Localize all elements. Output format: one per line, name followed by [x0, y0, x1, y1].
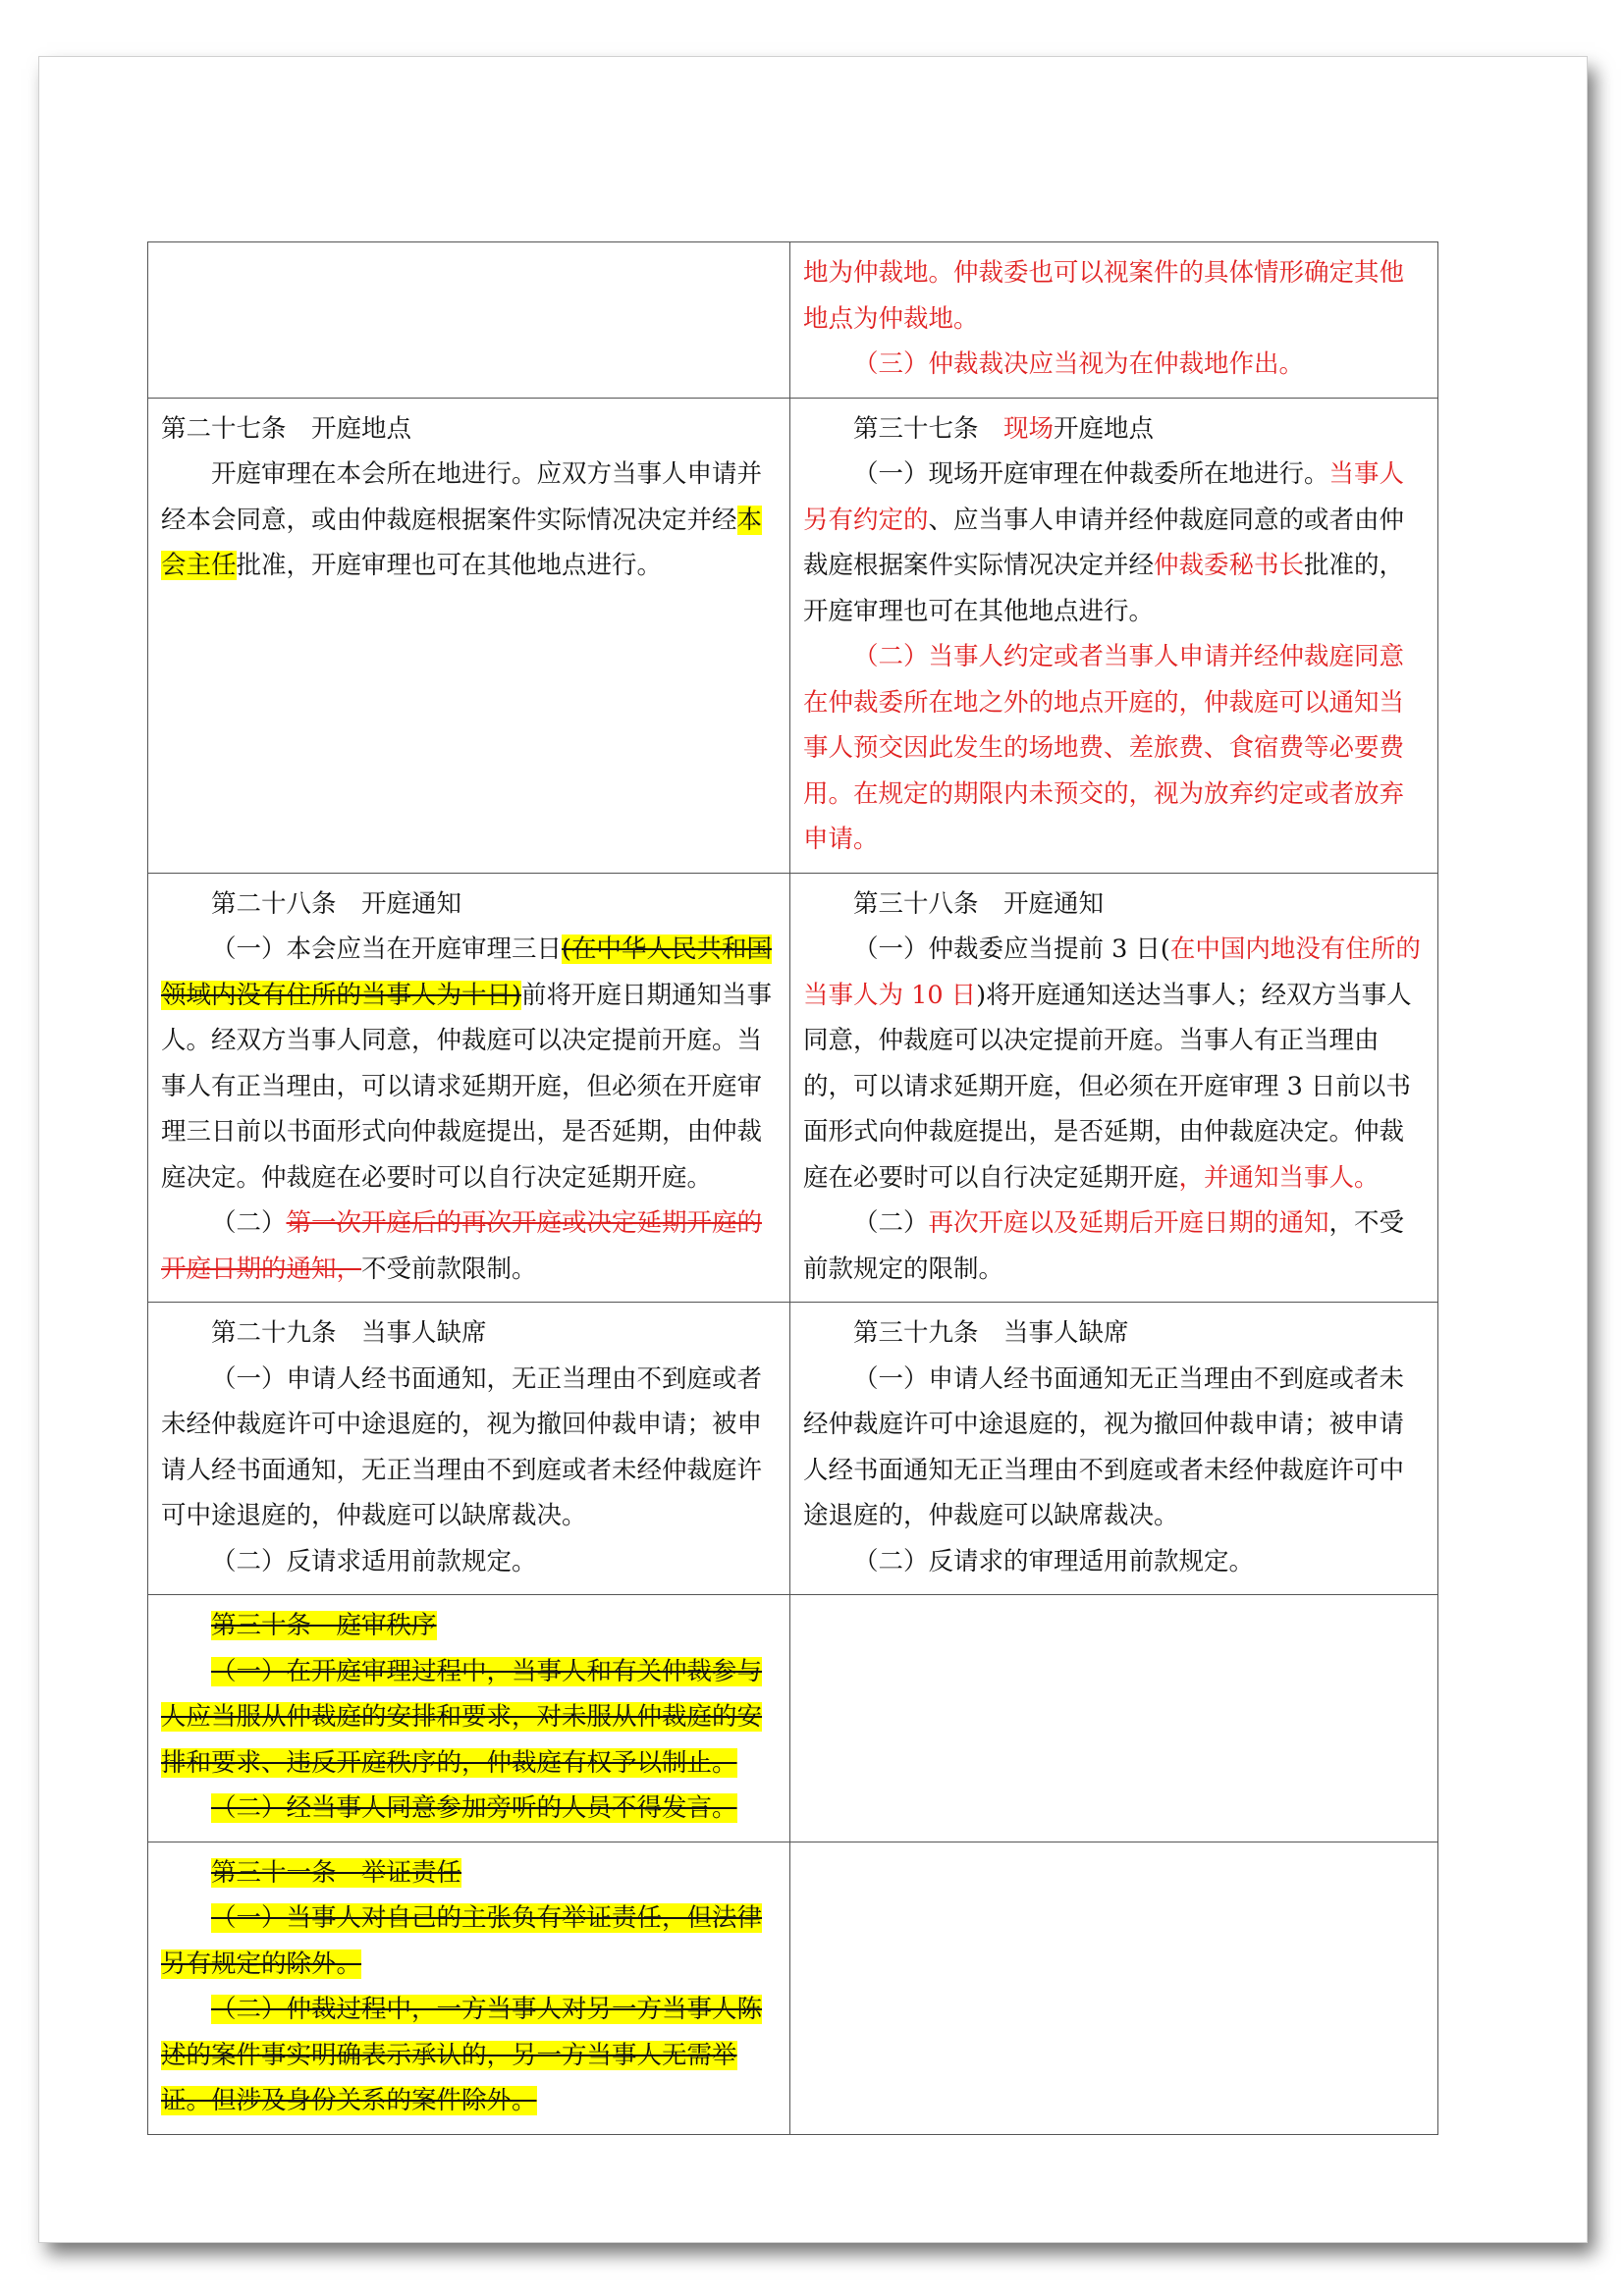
- clause-text: （二）反请求适用前款规定。: [211, 1546, 537, 1576]
- amended-text: （三）仲裁裁决应当视为在仲裁地作出。: [853, 349, 1305, 379]
- comparison-table-body: [148, 242, 1438, 2135]
- amended-text: 当事人另有约定的: [803, 459, 1405, 535]
- amended-text: 现场: [1003, 413, 1055, 444]
- clause-text: ，不受前款规定的限制。: [803, 1208, 1405, 1284]
- clause-paragraph: [161, 406, 777, 453]
- amended-text: 地为仲裁地。仲裁委也可以视案件的具体情形确定其他地点为仲裁地。: [803, 258, 1405, 334]
- table-row: [148, 873, 1438, 1303]
- clause-paragraph: [161, 927, 777, 1201]
- deleted-text: （一）当事人对自己的主张负有举证责任，但法律另有规定的除外。: [161, 1903, 763, 1979]
- old-rule-cell: [148, 398, 790, 873]
- clause-paragraph: [161, 1850, 777, 1896]
- clause-paragraph: [803, 342, 1425, 388]
- clause-text: 批准，开庭审理也可在其他地点进行。: [236, 551, 663, 580]
- table-row: [148, 1303, 1438, 1595]
- clause-paragraph: [161, 1896, 777, 1987]
- clause-paragraph: [803, 1539, 1425, 1585]
- clause-text: 第二十七条 开庭地点: [161, 413, 412, 444]
- table-row: [148, 398, 1438, 873]
- clause-paragraph: [803, 881, 1425, 928]
- deleted-text: （一）在开庭审理过程中，当事人和有关仲裁参与人应当服从仲裁庭的安排和要求，对未服从仲裁庭的安排和要求、违反开庭秩序的，仲裁庭有权予以制止。: [161, 1656, 763, 1778]
- clause-paragraph: [803, 1201, 1425, 1292]
- deleted-text: （二）经当事人同意参加旁听的人员不得发言。: [211, 1793, 737, 1823]
- clause-text: 第三十八条 开庭通知: [853, 888, 1105, 919]
- clause-paragraph: [161, 1786, 777, 1832]
- table-row: [148, 242, 1438, 399]
- deleted-text: 第三十条 庭审秩序: [211, 1611, 437, 1640]
- deleted-text: (在中华人民共和国领域内没有住所的当事人为十日): [161, 934, 772, 1010]
- clause-paragraph: [161, 1649, 777, 1787]
- clause-paragraph: [161, 452, 777, 589]
- clause-text: 第二十九条 当事人缺席: [211, 1318, 487, 1348]
- clause-paragraph: [803, 452, 1425, 634]
- clause-paragraph: [161, 1357, 777, 1539]
- amended-text: （二）当事人约定或者当事人申请并经仲裁庭同意在仲裁委所在地之外的地点开庭的，仲裁庭可以通知当事人预交因此发生的场地费、差旅费、食宿费等必要费用。在规定的期限内未预交的，视为放弃约定或者放弃申请。: [803, 642, 1405, 854]
- clause-paragraph: [803, 406, 1425, 453]
- new-rule-cell: [790, 242, 1438, 399]
- clause-paragraph: [161, 881, 777, 928]
- clause-paragraph: [803, 1357, 1425, 1539]
- clause-text: )将开庭通知送达当事人；经双方当事人同意，仲裁庭可以决定提前开庭。当事人有正当理由的，可以请求延期开庭，但必须在开庭审理 3 日前以书面形式向仲裁庭提出，是否延期，由仲裁庭决定。仲裁庭在必要时可以自行决定延期开庭: [803, 980, 1412, 1193]
- clause-text: 不受前款限制。: [361, 1254, 537, 1284]
- clause-text: 第二十八条 开庭通知: [211, 888, 462, 919]
- clause-text: （一）申请人经书面通知无正当理由不到庭或者未经仲裁庭许可中途退庭的，视为撤回仲裁申请；被申请人经书面通知无正当理由不到庭或者未经仲裁庭许可中途退庭的，仲裁庭可以缺席裁决。: [803, 1363, 1405, 1530]
- clause-paragraph: [161, 1603, 777, 1649]
- clause-paragraph: [161, 1201, 777, 1292]
- deleted-text: 第三十一条 举证责任: [211, 1857, 462, 1888]
- new-rule-cell: [790, 398, 1438, 873]
- deleted-text: 第一次开庭后的再次开庭或决定延期开庭的开庭日期的通知，: [161, 1208, 763, 1284]
- deleted-text: （二）仲裁过程中，一方当事人对另一方当事人陈述的案件事实明确表示承认的，另一方当事人无需举证。但涉及身份关系的案件除外。: [161, 1995, 763, 2115]
- amended-text: 仲裁委秘书长: [1154, 551, 1305, 580]
- new-rule-cell: [790, 1595, 1438, 1842]
- clause-text: 开庭审理在本会所在地进行。应双方当事人申请并经本会同意，或由仲裁庭根据案件实际情况决定并经: [161, 459, 763, 535]
- clause-paragraph: [803, 634, 1425, 863]
- clause-text: （二）反请求的审理适用前款规定。: [853, 1546, 1255, 1576]
- clause-text: 本会主任: [161, 505, 763, 580]
- clause-text: （一）仲裁委应当提前 3 日(: [853, 934, 1170, 964]
- amended-text: 再次开庭以及延期后开庭日期的通知: [928, 1208, 1329, 1238]
- old-rule-cell: [148, 1842, 790, 2134]
- old-rule-cell: [148, 1595, 790, 1842]
- old-rule-cell: [148, 1303, 790, 1595]
- new-rule-cell: [790, 1303, 1438, 1595]
- clause-text: （二）: [211, 1208, 287, 1238]
- clause-text: 第三十七条: [853, 413, 1004, 444]
- clause-text: （一）本会应当在开庭审理三日: [211, 934, 563, 964]
- new-rule-cell: [790, 1842, 1438, 2134]
- amended-text: ，并通知当事人。: [1178, 1162, 1380, 1193]
- clause-text: 、应当事人申请并经仲裁庭同意的或者由仲裁庭根据案件实际情况决定并经: [803, 505, 1405, 580]
- old-rule-cell: [148, 873, 790, 1303]
- clause-paragraph: [803, 250, 1425, 342]
- clause-text: 第三十九条 当事人缺席: [853, 1318, 1129, 1348]
- clause-paragraph: [161, 1987, 777, 2124]
- clause-text: 批准的，开庭审理也可在其他地点进行。: [803, 551, 1405, 626]
- old-rule-cell: [148, 242, 790, 399]
- comparison-table: [147, 241, 1438, 2135]
- table-row: [148, 1595, 1438, 1842]
- clause-paragraph: [803, 1310, 1425, 1357]
- table-row: [148, 1842, 1438, 2134]
- clause-text: 前将开庭日期通知当事人。经双方当事人同意，仲裁庭可以决定提前开庭。当事人有正当理由，可以请求延期开庭，但必须在开庭审理三日前以书面形式向仲裁庭提出，是否延期，由仲裁庭决定。仲裁庭在必要时可以自行决定延期开庭。: [161, 980, 772, 1193]
- amended-text: 在中国内地没有住所的当事人为 10 日: [803, 934, 1421, 1010]
- clause-text: （二）: [853, 1208, 929, 1238]
- clause-text: 开庭地点: [1054, 413, 1155, 444]
- clause-paragraph: [161, 1310, 777, 1357]
- clause-text: （一）现场开庭审理在仲裁委所在地进行。: [853, 459, 1329, 489]
- clause-text: （一）申请人经书面通知，无正当理由不到庭或者未经仲裁庭许可中途退庭的，视为撤回仲裁申请；被申请人经书面通知，无正当理由不到庭或者未经仲裁庭许可中途退庭的，仲裁庭可以缺席裁决。: [161, 1363, 763, 1530]
- new-rule-cell: [790, 873, 1438, 1303]
- clause-paragraph: [803, 927, 1425, 1201]
- clause-paragraph: [161, 1539, 777, 1585]
